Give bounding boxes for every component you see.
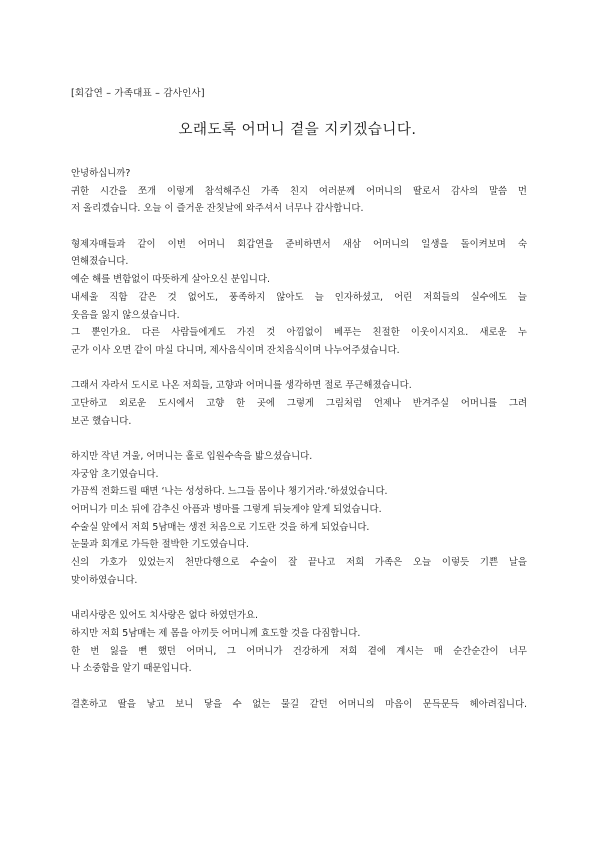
text-line: 내세울 직함 같은 것 없어도, 풍족하지 않아도 늘 인자하셨고, 어린 저희들의 실수에도 늘 — [71, 291, 527, 303]
paragraph — [71, 448, 527, 590]
text-line: 그 뿐인가요. 다른 사람들에게도 가진 것 아낌없이 베푸는 친절한 이웃이시지요. 새로운 누 — [71, 327, 527, 339]
text-line: 보곤 했습니다. — [71, 415, 132, 427]
text-line: 눈물과 회개로 가득한 절박한 기도였습니다. — [71, 539, 249, 551]
paragraph-gap — [71, 360, 527, 378]
text-line: 수술실 앞에서 저희 5남매는 생전 처음으로 기도란 것을 하게 되었습니다. — [71, 521, 370, 533]
paragraph-gap — [71, 678, 527, 696]
paragraph — [71, 607, 527, 678]
paragraph — [71, 165, 527, 218]
text-line: 연해졌습니다. — [71, 256, 129, 268]
text-line: 한 번 잃을 뻔 했던 어머니, 그 어머니가 건강하게 저희 곁에 계시는 매 순간순간이 너무 — [71, 645, 527, 657]
paragraph — [71, 236, 527, 360]
paragraph — [71, 377, 527, 430]
text-line: 신의 가호가 있었는지 천만다행으로 수술이 잘 끝나고 저희 가족은 오늘 이렇듯 기쁜 날을 — [71, 557, 527, 569]
text-line: 어머니가 미소 뒤에 감추신 아픔과 병마를 그렇게 뒤늦게야 알게 되었습니다. — [71, 504, 382, 516]
document-header-tag: [회갑연 – 가족대표 – 감사인사] — [71, 88, 205, 99]
text-line: 내리사랑은 있어도 치사랑은 없다 하였던가요. — [71, 610, 258, 622]
paragraph-gap — [71, 590, 527, 608]
text-line: 맞이하였습니다. — [71, 574, 138, 586]
text-line: 안녕하십니까? — [71, 168, 131, 179]
text-line: 귀한 시간을 쪼개 이렇게 참석해주신 가족 친지 여러분께 어머니의 딸로서 감사의 말씀 먼 — [71, 185, 527, 197]
text-line: 자궁암 초기였습니다. — [71, 468, 159, 480]
text-line: 군가 이사 오면 같이 마실 다니며, 제사음식이며 잔치음식이며 나누어주셨습니다. — [71, 344, 400, 356]
document-body — [71, 165, 527, 713]
text-line: 나 소중함을 알기 때문입니다. — [71, 663, 192, 675]
text-line: 형제자매들과 같이 이번 어머니 회갑연을 준비하면서 새삼 어머니의 일생을 돌이켜보며 숙 — [71, 238, 527, 250]
text-line: 웃음을 잃지 않으셨습니다. — [71, 309, 180, 321]
text-line: 예순 해를 변함없이 따뜻하게 살아오신 분입니다. — [71, 274, 271, 286]
paragraph — [71, 696, 527, 714]
text-line: 고단하고 외로운 도시에서 고향 한 곳에 그렇게 그림처럼 언제나 반겨주실 어머니를 그려 — [71, 397, 527, 409]
text-line: 하지만 작년 겨울, 어머니는 홀로 입원수속을 밟으셨습니다. — [71, 451, 313, 462]
text-line: 결혼하고 딸을 낳고 보니 닿을 수 없는 물길 같던 어머니의 마음이 문득문득 헤아려집니다. — [71, 698, 527, 710]
paragraph-gap — [71, 430, 527, 448]
text-line: 저 올리겠습니다. 오늘 이 즐거운 잔칫날에 와주셔서 너무나 감사합니다. — [71, 203, 364, 215]
document-title: 오래도록 어머니 곁을 지키겠습니다. — [178, 122, 417, 138]
text-line: 하지만 저희 5남매는 제 몸을 아끼듯 어머니께 효도할 것을 다짐합니다. — [71, 627, 361, 639]
text-line: 그래서 자라서 도시로 나온 저희들, 고향과 어머니를 생각하면 절로 푸근해졌습니다. — [71, 380, 412, 392]
paragraph-gap — [71, 218, 527, 236]
text-line: 가끔씩 전화드릴 때면 ‘나는 성성하다. 느그들 몸이나 챙기거라.’하셨었습니다. — [71, 486, 388, 498]
